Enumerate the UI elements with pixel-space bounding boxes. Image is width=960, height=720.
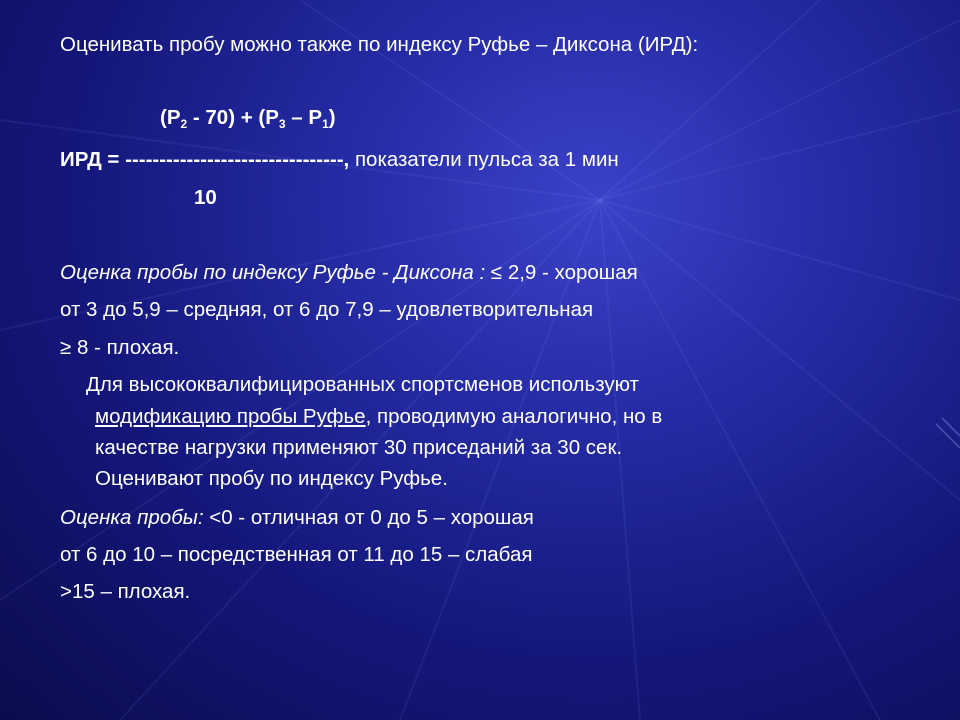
fraction-bar-dashes: --------------------------------, <box>125 148 350 171</box>
athletes-line2-rest: , проводимую аналогично, но в <box>365 405 663 428</box>
numerator-subscript: 1 <box>322 117 329 131</box>
athletes-line4: Оценивают пробу по индексу Руфье. <box>95 467 448 490</box>
numerator-part: - 70) + (P <box>187 106 279 129</box>
dixon-grading-label: Оценка пробы по индексу Руфье - Диксона : <box>60 261 486 284</box>
numerator-part: – P <box>285 106 323 129</box>
dixon-grading-line1 <box>60 261 638 285</box>
dixon-grading-good: ≤ 2,9 - хорошая <box>485 261 638 284</box>
dixon-grading-line3: ≥ 8 - плохая. <box>60 336 180 359</box>
athletes-line1: Для высококвалифицированных спортсменов используют <box>86 373 639 396</box>
rufier-grading-line3: >15 – плохая. <box>60 580 191 603</box>
rufier-modification-link[interactable]: модификацию пробы Руфье <box>95 405 366 428</box>
rufier-grading-values: <0 - отличная от 0 до 5 – хорошая <box>203 506 534 529</box>
numerator-part: (P <box>160 106 181 129</box>
formula-main-line <box>60 148 619 172</box>
pulse-note: показатели пульса за 1 мин <box>349 148 619 171</box>
rufier-grading-label: Оценка пробы: <box>60 506 204 529</box>
rufier-grading-line1 <box>60 506 534 530</box>
formula-numerator <box>160 106 336 130</box>
formula-denominator: 10 <box>194 186 217 209</box>
numerator-subscript: 3 <box>278 117 286 131</box>
numerator-subscript: 2 <box>180 117 188 131</box>
rufier-grading-line2: от 6 до 10 – посредственная от 11 до 15 – слабая <box>60 543 533 566</box>
intro-text: Оценивать пробу можно также по индексу Руфье – Диксона (ИРД): <box>60 33 699 56</box>
athletes-line3: качестве нагрузки применяют 30 приседаний за 30 сек. <box>95 436 623 459</box>
athletes-line2 <box>95 405 662 429</box>
formula-lhs: ИРД = <box>60 148 126 171</box>
numerator-part: ) <box>328 106 336 129</box>
dixon-grading-line2: от 3 до 5,9 – средняя, от 6 до 7,9 – удовлетворительная <box>60 298 594 321</box>
